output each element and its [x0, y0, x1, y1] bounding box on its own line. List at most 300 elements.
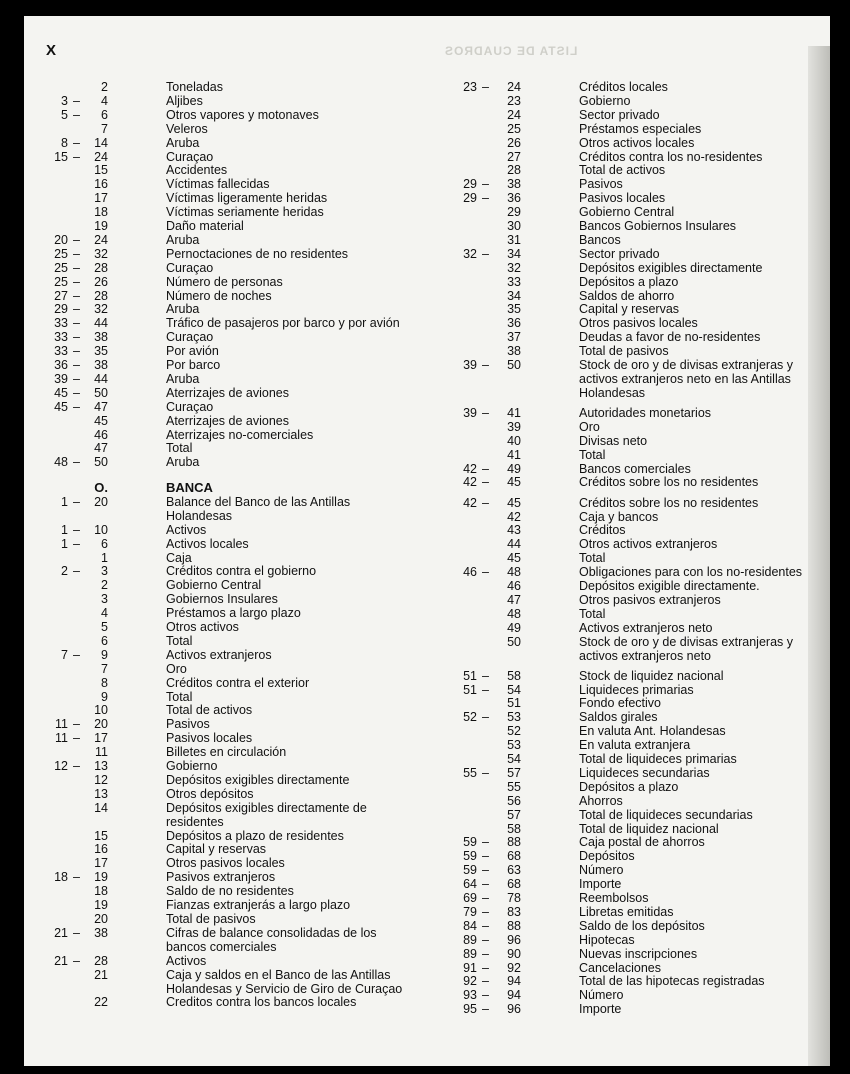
table-number: 1	[101, 550, 108, 565]
entry-label: Libretas emitidas	[579, 904, 674, 919]
range-dash: –	[73, 344, 80, 359]
range-dash: –	[73, 647, 80, 662]
range-dash: –	[73, 149, 80, 164]
entry-label: Gobiernos Insulares	[166, 592, 278, 607]
entry-label: Víctimas ligeramente heridas	[166, 191, 328, 206]
table-number: 10	[94, 703, 108, 718]
table-number: 23	[507, 93, 521, 108]
table-number: 24	[507, 107, 521, 122]
entry-label: Caja y saldos en el Banco de las Antillas Holandesas y Servicio de Giro de Curaçao	[166, 967, 403, 996]
entry-label: Billetes en circulación	[166, 745, 287, 760]
entry-label: Créditos locales	[579, 80, 668, 94]
entry-label: Depósitos exigibles directamente de residentes	[166, 800, 367, 829]
table-number: 94	[507, 988, 521, 1003]
table-number: 21	[94, 967, 108, 982]
range-start: 21	[54, 925, 68, 940]
entry-label: Otros vapores y motonaves	[166, 107, 319, 122]
entry-label: Oro	[166, 661, 187, 676]
table-number: 58	[507, 821, 521, 836]
entry-label: Autoridades monetarios	[579, 405, 712, 420]
entry-label: Otros depósitos	[166, 786, 254, 801]
table-number: 90	[507, 946, 521, 961]
table-number: 50	[94, 455, 108, 470]
table-number: 54	[507, 752, 521, 767]
table-number: 28	[94, 953, 108, 968]
entry-label: Aruba	[166, 371, 200, 386]
range-dash: –	[482, 710, 489, 725]
table-number: 51	[507, 696, 521, 711]
table-number: 56	[507, 793, 521, 808]
entry-label: Importe	[579, 877, 622, 892]
range-dash: –	[482, 863, 489, 878]
entry-label: Saldo de no residentes	[166, 884, 294, 899]
range-dash: –	[482, 461, 489, 476]
table-number: 24	[94, 149, 108, 164]
entry-label: Curaçao	[166, 149, 214, 164]
entry-label: Daño material	[166, 219, 244, 233]
table-number: 26	[507, 135, 521, 150]
range-dash: –	[482, 358, 489, 372]
range-start: 33	[54, 344, 68, 359]
range-start: 52	[463, 710, 477, 725]
entry-label: Víctimas seriamente heridas	[166, 205, 324, 220]
range-dash: –	[482, 177, 489, 192]
entry-label: Aruba	[166, 455, 200, 470]
table-number: 18	[94, 884, 108, 899]
table-number: 38	[94, 330, 108, 345]
table-number: 26	[94, 274, 108, 289]
range-start: 59	[463, 863, 477, 878]
section-letter: O.	[94, 480, 108, 495]
entry-label: Aljibes	[166, 93, 203, 108]
range-start: 64	[463, 877, 477, 892]
range-start: 18	[54, 870, 68, 885]
entry-label: Hipotecas	[579, 932, 635, 947]
range-start: 39	[463, 358, 477, 372]
table-number: 44	[507, 537, 521, 552]
range-start: 11	[55, 717, 68, 732]
range-start: 29	[54, 302, 68, 317]
range-start: 59	[463, 835, 477, 850]
range-start: 1	[61, 494, 68, 509]
entry-label: Pasivos locales	[579, 191, 666, 206]
range-start: 89	[463, 946, 477, 961]
range-dash: –	[482, 835, 489, 850]
table-number: 48	[507, 565, 521, 580]
range-start: 39	[463, 405, 477, 420]
table-number: 40	[507, 433, 521, 448]
entry-label: Liquideces secundarias	[579, 765, 710, 780]
table-number: 68	[507, 849, 521, 864]
range-start: 23	[463, 80, 477, 94]
entry-label: Número	[579, 863, 624, 878]
table-number: 2	[101, 80, 108, 94]
entry-label: Créditos	[579, 523, 626, 538]
table-number: 53	[507, 738, 521, 753]
table-number: 32	[94, 302, 108, 317]
entry-label: Total de liquideces primarias	[579, 752, 737, 767]
range-dash: –	[482, 849, 489, 864]
range-start: 93	[463, 988, 477, 1003]
entry-label: Oro	[579, 419, 600, 434]
range-dash: –	[73, 93, 80, 108]
table-number: 7	[101, 121, 108, 136]
table-number: 3	[101, 592, 108, 607]
range-start: 27	[54, 288, 68, 303]
entry-label: Accidentes	[166, 163, 228, 178]
entry-label: Balance del Banco de las Antillas Holandesas	[166, 494, 351, 523]
table-number: 96	[507, 932, 521, 947]
entry-label: BANCA	[166, 480, 213, 495]
range-dash: –	[73, 759, 80, 773]
table-number: 14	[94, 800, 108, 815]
entry-label: Total de las hipotecas registradas	[579, 974, 765, 989]
table-number: 15	[94, 828, 108, 843]
entry-label: Bancos Gobiernos Insulares	[579, 219, 737, 233]
table-number: 14	[94, 135, 108, 150]
range-start: 89	[463, 932, 477, 947]
table-number: 55	[507, 779, 521, 794]
entry-label: Reembolsos	[579, 891, 649, 906]
range-dash: –	[73, 274, 80, 289]
table-number: 22	[94, 995, 108, 1010]
range-start: 39	[54, 371, 68, 386]
table-number: 25	[507, 121, 521, 136]
entry-label: Sector privado	[579, 107, 660, 122]
range-start: 45	[54, 385, 68, 400]
entry-label: Total de liquidez nacional	[579, 821, 719, 836]
range-start: 69	[463, 891, 477, 906]
entry-label: Curaçao	[166, 330, 214, 345]
range-dash: –	[482, 1002, 489, 1017]
entry-label: Caja y bancos	[579, 509, 659, 524]
range-start: 91	[463, 960, 477, 975]
range-dash: –	[482, 918, 489, 933]
entry-label: Créditos contra el gobierno	[166, 564, 317, 579]
table-number: 35	[507, 302, 521, 317]
range-start: 8	[61, 135, 68, 150]
entry-label: Curaçao	[166, 260, 214, 275]
table-number: 78	[507, 891, 521, 906]
entry-label: Capital y reservas	[166, 842, 267, 857]
range-dash: –	[73, 246, 80, 261]
range-start: 46	[463, 565, 477, 580]
entry-label: Obligaciones para con los no-residentes	[579, 565, 803, 580]
range-dash: –	[73, 107, 80, 122]
entry-label: Víctimas fallecidas	[166, 177, 270, 192]
table-number: 96	[507, 1002, 521, 1017]
entry-label: Saldos de ahorro	[579, 288, 675, 303]
range-start: 21	[54, 953, 68, 968]
range-start: 45	[54, 399, 68, 414]
entry-label: Depósitos a plazo	[579, 274, 679, 289]
table-number: 16	[94, 177, 108, 192]
entry-label: Creditos contra los bancos locales	[166, 995, 357, 1010]
range-dash: –	[73, 135, 80, 150]
entry-label: Fondo efectivo	[579, 696, 661, 711]
table-number: 43	[507, 523, 521, 538]
range-dash: –	[482, 932, 489, 947]
range-start: 32	[463, 246, 477, 261]
entry-label: Ahorros	[579, 793, 623, 808]
entry-label: Número de noches	[166, 288, 272, 303]
entry-label: Por avión	[166, 344, 219, 359]
table-number: 48	[507, 606, 521, 621]
entry-label: Pasivos locales	[166, 731, 253, 746]
range-dash: –	[73, 717, 80, 732]
entry-label: Pernoctaciones de no residentes	[166, 246, 349, 261]
table-number: 28	[507, 163, 521, 178]
entry-label: Aruba	[166, 135, 200, 150]
entry-label: Divisas neto	[579, 433, 648, 448]
table-number: 46	[94, 427, 108, 442]
table-number: 45	[94, 413, 108, 428]
table-number: 15	[94, 163, 108, 178]
range-dash: –	[73, 316, 80, 331]
entry-label: Total	[579, 447, 606, 462]
entry-label: Gobierno Central	[166, 578, 262, 593]
range-start: 59	[463, 849, 477, 864]
range-dash: –	[482, 565, 489, 580]
range-dash: –	[482, 904, 489, 919]
entry-label: Otros pasivos locales	[579, 316, 698, 331]
range-start: 5	[61, 107, 68, 122]
range-dash: –	[73, 925, 80, 940]
range-dash: –	[482, 682, 489, 697]
entry-label: Depósitos	[579, 849, 635, 864]
range-dash: –	[73, 953, 80, 968]
entry-label: Número	[579, 988, 624, 1003]
table-number: 42	[507, 509, 521, 524]
table-number: 13	[94, 759, 108, 773]
range-dash: –	[73, 731, 80, 746]
entry-label: Depósitos exigibles directamente	[166, 772, 350, 787]
range-dash: –	[73, 536, 80, 551]
entry-label: Pasivos extranjeros	[166, 870, 276, 885]
range-dash: –	[73, 455, 80, 470]
table-number: 20	[94, 494, 108, 509]
table-number: 38	[94, 358, 108, 372]
table-number: 20	[94, 717, 108, 732]
table-number: 46	[507, 579, 521, 593]
range-dash: –	[73, 232, 80, 247]
table-number: 4	[101, 93, 108, 108]
entry-label: Saldo de los depósitos	[579, 918, 705, 933]
entry-label: Depósitos a plazo de residentes	[166, 828, 344, 843]
table-number: 9	[101, 689, 108, 704]
entry-label: Créditos sobre los no residentes	[579, 495, 759, 510]
entry-label: Caja	[166, 550, 192, 565]
entry-label: Total	[166, 689, 193, 704]
entry-label: Bancos	[579, 232, 621, 247]
entry-label: Total de activos	[579, 163, 666, 178]
table-number: 37	[507, 330, 521, 345]
table-number: 9	[101, 647, 108, 662]
table-number: 32	[94, 246, 108, 261]
entry-label: Otros activos locales	[579, 135, 695, 150]
range-start: 20	[54, 232, 68, 247]
range-start: 51	[463, 682, 477, 697]
table-number: 38	[94, 925, 108, 940]
range-start: 55	[463, 765, 477, 780]
table-number: 50	[507, 634, 521, 649]
range-dash: –	[73, 494, 80, 509]
table-number: 19	[94, 870, 108, 885]
table-number: 53	[507, 710, 521, 725]
range-dash: –	[73, 358, 80, 372]
entry-label: Total	[579, 606, 606, 621]
table-number: 94	[507, 974, 521, 989]
entry-label: Créditos sobre los no residentes	[579, 475, 759, 490]
entry-label: Activos locales	[166, 536, 249, 551]
entry-label: Total de pasivos	[579, 344, 669, 359]
range-start: 36	[54, 358, 68, 372]
table-number: 28	[94, 288, 108, 303]
page-binding-edge	[808, 46, 830, 1066]
table-number: 36	[507, 191, 521, 206]
entry-label: Aterrizajes de aviones	[166, 413, 289, 428]
range-dash: –	[73, 870, 80, 885]
table-number: 6	[101, 107, 108, 122]
entry-label: Nuevas inscripciones	[579, 946, 698, 961]
table-number: 38	[507, 177, 521, 192]
range-start: 11	[55, 731, 68, 746]
entry-label: Stock de liquidez nacional	[579, 668, 724, 683]
entry-label: Cifras de balance consolidadas de los bancos comerciales	[166, 925, 377, 954]
table-number: 54	[507, 682, 521, 697]
table-number: 11	[95, 745, 108, 760]
entry-label: Saldos girales	[579, 710, 658, 725]
table-number: 35	[94, 344, 108, 359]
entry-label: Aruba	[166, 302, 200, 317]
entry-label: Otros pasivos locales	[166, 856, 285, 871]
range-dash: –	[73, 399, 80, 414]
table-number: 44	[94, 371, 108, 386]
range-dash: –	[73, 302, 80, 317]
entry-label: Caja postal de ahorros	[579, 835, 705, 850]
entry-label: Activos extranjeros neto	[579, 620, 713, 635]
entry-label: En valuta Ant. Holandesas	[579, 724, 726, 739]
table-number: 47	[94, 399, 108, 414]
table-number: 29	[507, 205, 521, 220]
range-dash: –	[482, 974, 489, 989]
entry-label: En valuta extranjera	[579, 738, 691, 753]
table-number: 24	[94, 232, 108, 247]
table-number: 45	[507, 495, 521, 510]
entry-label: Total	[166, 441, 193, 456]
table-number: 2	[101, 578, 108, 593]
table-number: 31	[507, 232, 521, 247]
entry-label: Otros activos	[166, 620, 239, 634]
entry-label: Curaçao	[166, 399, 214, 414]
table-number: 6	[101, 536, 108, 551]
range-start: 79	[463, 904, 477, 919]
range-start: 95	[463, 1002, 477, 1017]
entry-label: Total de liquideces secundarias	[579, 807, 753, 822]
entry-label: Veleros	[166, 121, 208, 136]
range-dash: –	[482, 668, 489, 683]
table-number: 50	[507, 358, 521, 372]
table-number: 17	[94, 856, 108, 871]
entry-label: Préstamos especiales	[579, 121, 702, 136]
range-dash: –	[482, 960, 489, 975]
range-start: 25	[54, 274, 68, 289]
range-start: 51	[463, 668, 477, 683]
entry-label: Tráfico de pasajeros por barco y por avión	[166, 316, 400, 331]
range-start: 15	[54, 149, 68, 164]
table-number: 32	[507, 260, 521, 275]
range-dash: –	[482, 946, 489, 961]
table-number: 4	[101, 606, 108, 621]
entry-label: Gobierno	[579, 93, 631, 108]
range-dash: –	[482, 988, 489, 1003]
entry-label: Toneladas	[166, 80, 223, 94]
entry-label: Total	[166, 633, 193, 648]
entry-label: Importe	[579, 1002, 622, 1017]
entry-label: Activos	[166, 953, 207, 968]
table-number: 44	[94, 316, 108, 331]
table-number: 5	[101, 620, 108, 634]
entry-label: Depósitos a plazo	[579, 779, 679, 794]
table-number: 88	[507, 835, 521, 850]
table-number: 34	[507, 288, 521, 303]
range-start: 42	[463, 461, 477, 476]
entry-label: Préstamos a largo plazo	[166, 606, 301, 621]
entry-label: Gobierno Central	[579, 205, 675, 220]
table-number: 6	[101, 633, 108, 648]
table-number: 18	[94, 205, 108, 220]
range-start: 29	[463, 177, 477, 192]
table-number: 17	[94, 731, 108, 746]
table-number: 28	[94, 260, 108, 275]
table-number: 57	[507, 765, 521, 780]
table-number: 83	[507, 904, 521, 919]
table-number: 27	[507, 149, 521, 164]
table-number: 92	[507, 960, 521, 975]
table-number: 49	[507, 461, 521, 476]
range-dash: –	[482, 475, 489, 490]
range-dash: –	[482, 405, 489, 420]
entry-label: Activos extranjeros	[166, 647, 272, 662]
entry-label: Créditos contra el exterior	[166, 675, 310, 690]
range-dash: –	[73, 522, 80, 537]
entry-label: Total de activos	[166, 703, 253, 718]
range-start: 42	[463, 475, 477, 490]
table-number: 45	[507, 551, 521, 566]
table-number: 10	[94, 522, 108, 537]
entry-label: Aterrizajes de aviones	[166, 385, 289, 400]
table-number: 7	[101, 661, 108, 676]
range-dash: –	[73, 385, 80, 400]
table-number: 38	[507, 344, 521, 359]
range-start: 7	[61, 647, 68, 662]
range-dash: –	[482, 191, 489, 206]
entry-label: Pasivos	[579, 177, 623, 192]
range-dash: –	[73, 330, 80, 345]
range-start: 84	[463, 918, 477, 933]
table-number: 50	[94, 385, 108, 400]
entry-label: Número de personas	[166, 274, 283, 289]
table-number: 45	[507, 475, 521, 490]
entry-label: Depósitos exigible directamente.	[579, 579, 760, 593]
table-number: 34	[507, 246, 521, 261]
range-start: 33	[54, 316, 68, 331]
range-dash: –	[73, 564, 80, 579]
range-dash: –	[482, 80, 489, 94]
table-number: 36	[507, 316, 521, 331]
entry-label: Stock de oro y de divisas extranjeras y activos extranjeros neto en las Antillas Holandesas	[579, 358, 793, 400]
range-start: 3	[61, 93, 68, 108]
